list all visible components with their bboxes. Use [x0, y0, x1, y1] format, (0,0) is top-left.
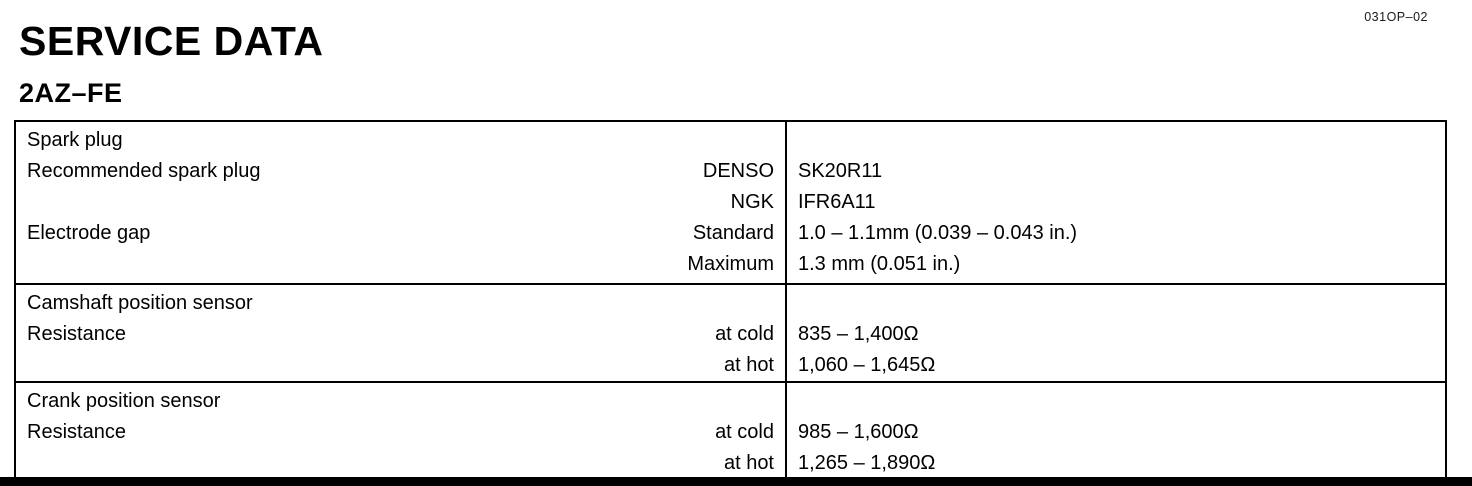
section-crank-position-sensor	[16, 381, 1445, 478]
engine-code-subtitle: 2AZ–FE	[19, 78, 123, 108]
page-bottom-rule	[0, 477, 1472, 486]
spec-label: Crank position sensor	[27, 390, 221, 412]
spec-value	[787, 288, 1445, 319]
table-row	[16, 386, 1445, 417]
spec-label: Recommended spark plug	[27, 160, 261, 182]
spec-value: 1.0 – 1.1mm (0.039 – 0.043 in.)	[798, 222, 1078, 244]
page-title: SERVICE DATA	[19, 18, 324, 64]
spec-value: 835 – 1,400Ω	[798, 323, 919, 345]
spec-value: 985 – 1,600Ω	[798, 421, 919, 443]
table-row	[16, 350, 1445, 381]
document-code: 031OP–02	[1364, 10, 1428, 24]
table-row	[16, 417, 1445, 448]
column-divider	[785, 122, 787, 283]
service-data-table	[14, 120, 1447, 478]
table-row	[16, 249, 1445, 280]
spec-sublabel: at hot	[723, 452, 774, 474]
spec-value: IFR6A11	[798, 191, 876, 213]
spec-sublabel: Standard	[692, 222, 774, 244]
spec-value: SK20R11	[798, 160, 883, 182]
spec-label: Resistance	[27, 421, 126, 443]
spec-label: Resistance	[27, 323, 126, 345]
table-row	[16, 156, 1445, 187]
table-row	[16, 448, 1445, 479]
table-row	[16, 125, 1445, 156]
spec-label: Camshaft position sensor	[27, 292, 253, 314]
column-divider	[785, 285, 787, 381]
spec-sublabel: DENSO	[702, 160, 774, 182]
column-divider	[785, 383, 787, 478]
spec-label: Electrode gap	[27, 222, 151, 244]
section-camshaft-position-sensor	[16, 283, 1445, 381]
table-row	[16, 187, 1445, 218]
table-row	[16, 319, 1445, 350]
spec-sublabel: Maximum	[687, 253, 774, 275]
section-spark-plug	[16, 122, 1445, 283]
spec-value	[787, 125, 1445, 156]
spec-value: 1.3 mm (0.051 in.)	[798, 253, 961, 275]
spec-sublabel: at hot	[723, 354, 774, 376]
spec-label: Spark plug	[27, 129, 123, 151]
spec-sublabel: at cold	[715, 421, 774, 443]
spec-sublabel: NGK	[730, 191, 774, 213]
spec-value: 1,265 – 1,890Ω	[798, 452, 936, 474]
table-row	[16, 288, 1445, 319]
table-row	[16, 218, 1445, 249]
spec-sublabel: at cold	[715, 323, 774, 345]
spec-value: 1,060 – 1,645Ω	[798, 354, 936, 376]
spec-value	[787, 386, 1445, 417]
